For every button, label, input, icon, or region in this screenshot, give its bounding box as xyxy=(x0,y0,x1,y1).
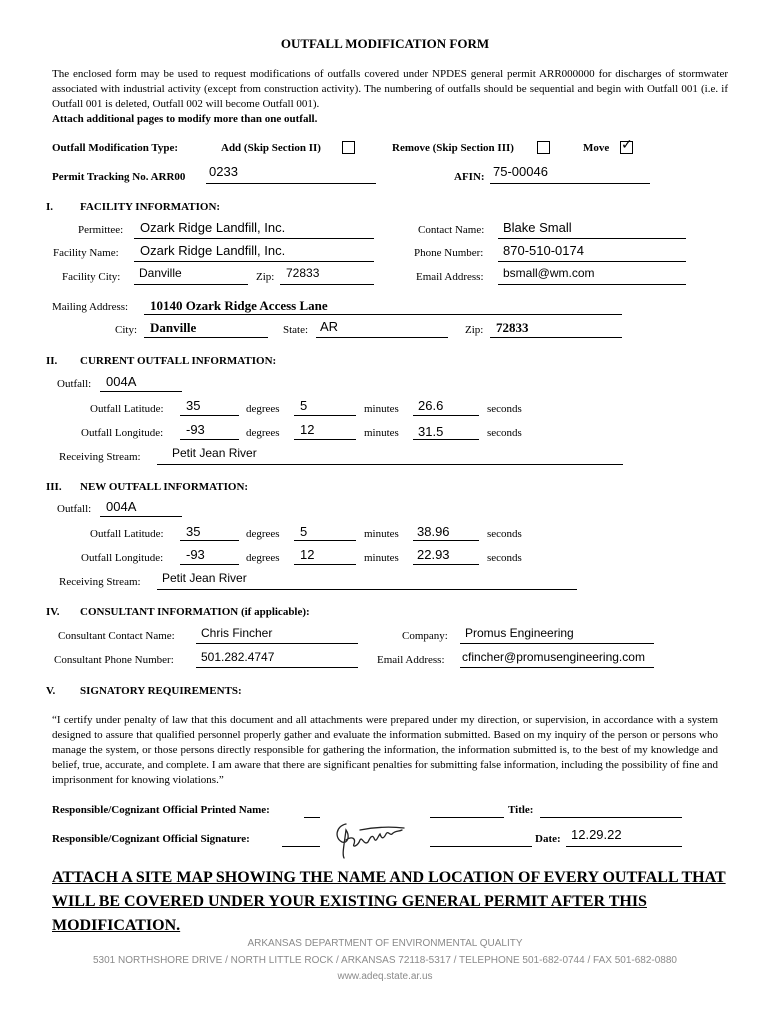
facility-name-label: Facility Name: xyxy=(53,247,119,259)
consultant-email-field[interactable]: cfincher@promusengineering.com xyxy=(462,650,645,664)
permit-tracking-label: Permit Tracking No. ARR00 xyxy=(52,171,186,183)
intro-paragraph: The enclosed form may be used to request modifications of outfalls covered under NPDES general permit ARR000000 for discharges of stormwater associated with industrial activity (except from construction activity). The numbering of outfalls should be sequential and begin with Outfall 001 (i.e. if Outfall 001 is deleted, Outfall 002 will become Outfall 001). xyxy=(52,68,728,110)
section-1-number: I. xyxy=(46,201,54,213)
section-2-heading: CURRENT OUTFALL INFORMATION: xyxy=(80,355,277,367)
current-latitude-seconds-field[interactable]: 26.6 xyxy=(418,398,444,413)
permit-tracking-value[interactable]: 0233 xyxy=(209,164,238,179)
current-latitude-label: Outfall Latitude: xyxy=(90,403,164,415)
mailing-address-field[interactable]: 10140 Ozark Ridge Access Lane xyxy=(150,298,328,313)
intro-bold-note: Attach additional pages to modify more than one outfall. xyxy=(52,113,318,125)
permittee-field[interactable]: Ozark Ridge Landfill, Inc. xyxy=(140,220,286,235)
minutes-label: minutes xyxy=(364,552,399,564)
modification-type-label: Outfall Modification Type: xyxy=(52,142,179,154)
company-label: Company: xyxy=(402,630,448,642)
new-longitude-label: Outfall Longitude: xyxy=(81,552,164,564)
remove-option-label: Remove (Skip Section III) xyxy=(392,142,514,154)
signature-image xyxy=(330,816,414,860)
email-address-label: Email Address: xyxy=(416,271,484,283)
new-longitude-minutes-field[interactable]: 12 xyxy=(300,547,315,562)
move-checkbox[interactable] xyxy=(620,137,633,154)
new-outfall-field[interactable]: 004A xyxy=(106,499,137,514)
section-3-number: III. xyxy=(46,481,62,493)
new-latitude-seconds-field[interactable]: 38.96 xyxy=(417,524,450,539)
certification-statement: “I certify under penalty of law that this document and all attachments were prepared under my direction, or supervision, in accordance with a system designed to assure that qualified personnel properly gather and evaluate the information submitted. Based on my inquiry of the person or persons who manage the system, or those persons directly responsible for gathering the information, the information submitted is, to the best of my knowledge and belief, true, accurate, and complete. I am aware that there are significant penalties for submitting false information, including the possibility of fine and imprisonment for knowing violations.” xyxy=(52,714,718,786)
current-outfall-label: Outfall: xyxy=(57,378,92,390)
new-stream-field[interactable]: Petit Jean River xyxy=(162,571,247,585)
seconds-label: seconds xyxy=(487,528,522,540)
facility-city-field[interactable]: Danville xyxy=(139,266,182,280)
intro-text xyxy=(52,67,728,127)
current-longitude-seconds-field[interactable]: 31.5 xyxy=(418,424,444,439)
mailing-city-label: City: xyxy=(115,324,138,336)
add-option-label: Add (Skip Section II) xyxy=(221,142,321,154)
date-label: Date: xyxy=(535,833,561,845)
date-field[interactable]: 12.29.22 xyxy=(571,827,622,842)
current-latitude-degrees-field[interactable]: 35 xyxy=(186,398,201,413)
current-latitude-minutes-field[interactable]: 5 xyxy=(300,398,308,413)
facility-zip-field[interactable]: 72833 xyxy=(286,266,320,280)
degrees-label: degrees xyxy=(246,552,280,564)
new-stream-label: Receiving Stream: xyxy=(59,576,141,588)
consultant-email-label: Email Address: xyxy=(377,654,445,666)
new-longitude-seconds-field[interactable]: 22.93 xyxy=(417,547,450,562)
current-longitude-label: Outfall Longitude: xyxy=(81,427,164,439)
minutes-label: minutes xyxy=(364,427,399,439)
signature-label: Responsible/Cognizant Official Signature: xyxy=(52,833,250,845)
contact-name-label: Contact Name: xyxy=(418,224,485,236)
new-outfall-label: Outfall: xyxy=(57,503,92,515)
mailing-zip-field[interactable]: 72833 xyxy=(496,320,529,335)
email-address-field[interactable]: bsmall@wm.com xyxy=(503,266,595,280)
facility-city-label: Facility City: xyxy=(62,271,121,283)
mailing-city-field[interactable]: Danville xyxy=(150,320,197,335)
remove-checkbox[interactable] xyxy=(537,141,550,154)
seconds-label: seconds xyxy=(487,403,522,415)
title-label: Title: xyxy=(508,804,534,816)
permittee-label: Permittee: xyxy=(78,224,124,236)
afin-value[interactable]: 75-00046 xyxy=(493,164,548,179)
section-3-heading: NEW OUTFALL INFORMATION: xyxy=(80,481,249,493)
printed-name-label: Responsible/Cognizant Official Printed Name: xyxy=(52,804,270,816)
section-1-heading: FACILITY INFORMATION: xyxy=(80,201,221,213)
phone-number-label: Phone Number: xyxy=(414,247,484,259)
section-4-heading: CONSULTANT INFORMATION (if applicable): xyxy=(80,606,310,618)
move-option-label: Move xyxy=(583,142,610,154)
consultant-phone-label: Consultant Phone Number: xyxy=(54,654,174,666)
current-stream-field[interactable]: Petit Jean River xyxy=(172,446,257,460)
contact-name-field[interactable]: Blake Small xyxy=(503,220,572,235)
facility-name-field[interactable]: Ozark Ridge Landfill, Inc. xyxy=(140,243,286,258)
footer-website: www.adeq.state.ar.us xyxy=(337,971,433,982)
add-checkbox[interactable] xyxy=(342,141,355,154)
consultant-contact-field[interactable]: Chris Fincher xyxy=(201,626,273,640)
mailing-zip-label: Zip: xyxy=(465,324,484,336)
degrees-label: degrees xyxy=(246,403,280,415)
current-longitude-degrees-field[interactable]: -93 xyxy=(186,422,205,437)
new-latitude-label: Outfall Latitude: xyxy=(90,528,164,540)
new-latitude-minutes-field[interactable]: 5 xyxy=(300,524,308,539)
afin-label: AFIN: xyxy=(454,171,485,183)
consultant-contact-label: Consultant Contact Name: xyxy=(58,630,175,642)
mailing-address-label: Mailing Address: xyxy=(52,301,129,313)
current-outfall-field[interactable]: 004A xyxy=(106,374,137,389)
seconds-label: seconds xyxy=(487,427,522,439)
footer-agency: ARKANSAS DEPARTMENT OF ENVIRONMENTAL QUALITY xyxy=(247,938,523,949)
company-field[interactable]: Promus Engineering xyxy=(465,626,574,640)
seconds-label: seconds xyxy=(487,552,522,564)
degrees-label: degrees xyxy=(246,528,280,540)
consultant-phone-field[interactable]: 501.282.4747 xyxy=(201,650,275,664)
current-longitude-minutes-field[interactable]: 12 xyxy=(300,422,315,437)
section-5-heading: SIGNATORY REQUIREMENTS: xyxy=(80,685,242,697)
section-4-number: IV. xyxy=(46,606,60,618)
checkmark-icon: ✓ xyxy=(621,137,633,153)
section-2-number: II. xyxy=(46,355,58,367)
form-title: OUTFALL MODIFICATION FORM xyxy=(280,36,490,51)
degrees-label: degrees xyxy=(246,427,280,439)
state-label: State: xyxy=(283,324,309,336)
facility-zip-label: Zip: xyxy=(256,271,275,283)
site-map-notice: ATTACH A SITE MAP SHOWING THE NAME AND LOCATION OF EVERY OUTFALL THAT WILL BE COVERED UNDER YOUR EXISTING GENERAL PERMIT AFTER THIS MODIFICATION. xyxy=(52,869,726,934)
state-field[interactable]: AR xyxy=(320,319,339,334)
section-5-number: V. xyxy=(46,685,56,697)
new-latitude-degrees-field[interactable]: 35 xyxy=(186,524,201,539)
current-stream-label: Receiving Stream: xyxy=(59,451,141,463)
new-longitude-degrees-field[interactable]: -93 xyxy=(186,547,205,562)
minutes-label: minutes xyxy=(364,528,399,540)
phone-number-field[interactable]: 870-510-0174 xyxy=(503,243,584,258)
footer-address: 5301 NORTHSHORE DRIVE / NORTH LITTLE ROCK / ARKANSAS 72118-5317 / TELEPHONE 501-682-0744 / FAX 501-682-0880 xyxy=(93,955,677,966)
minutes-label: minutes xyxy=(364,403,399,415)
